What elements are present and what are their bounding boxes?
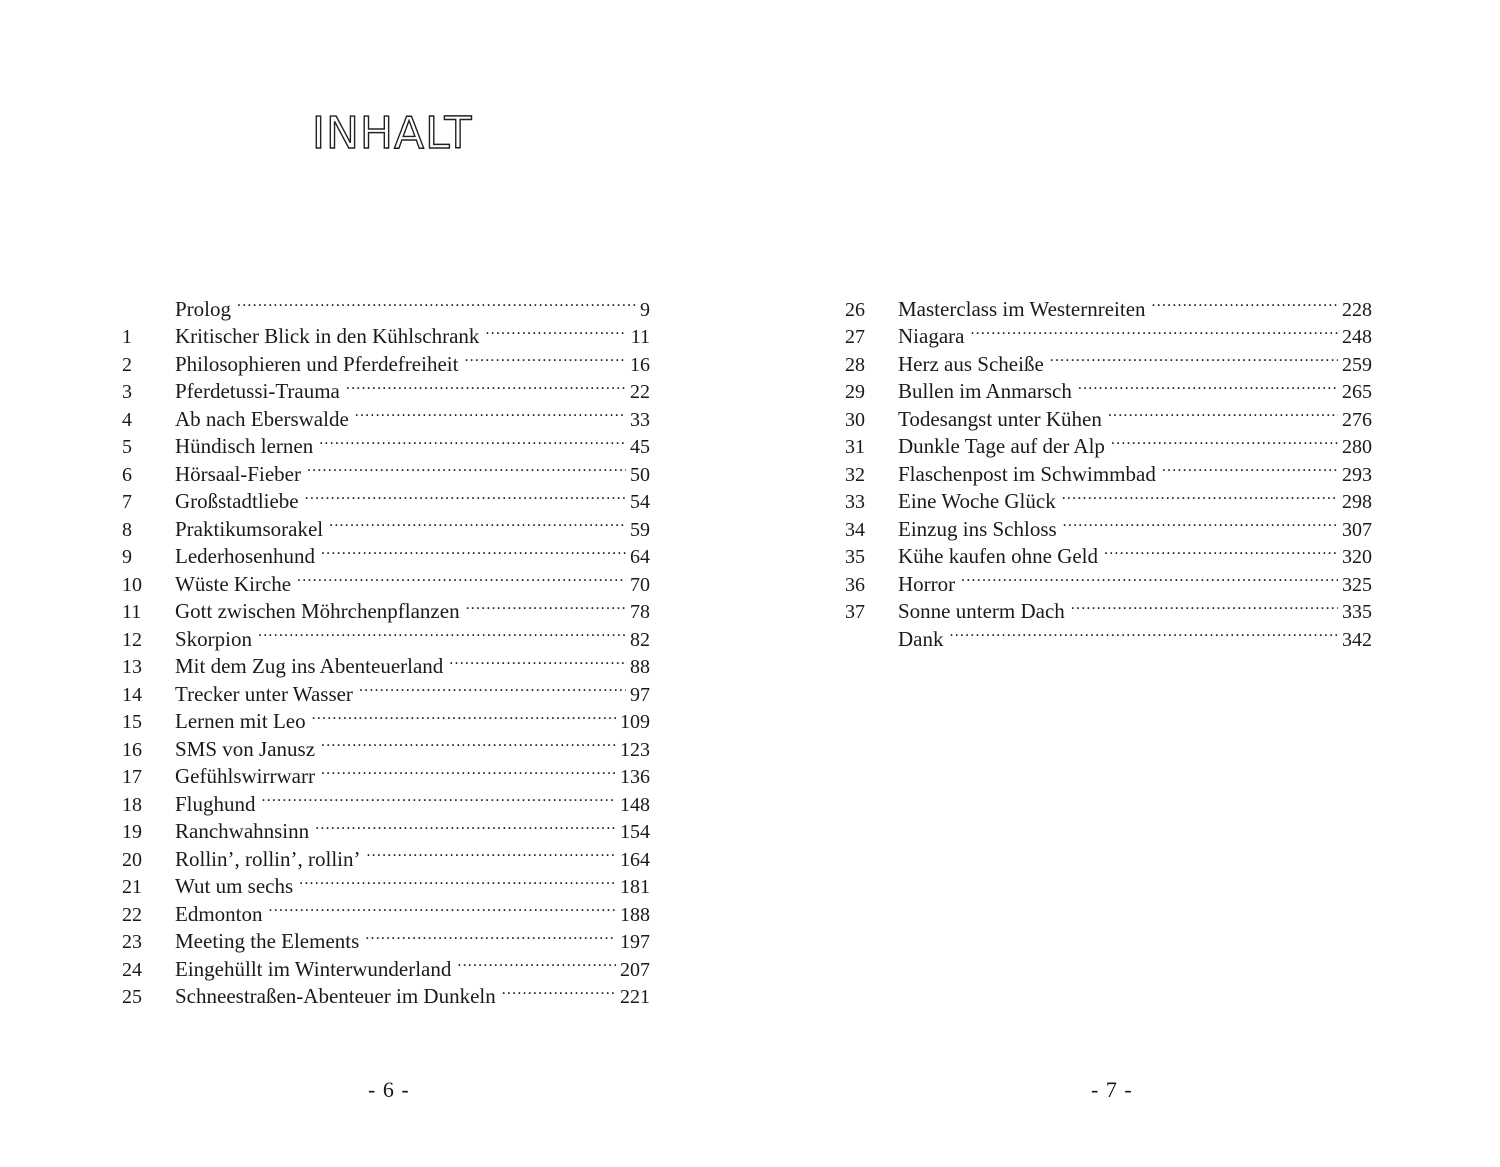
dot-leader — [1104, 536, 1338, 564]
chapter-page: 276 — [1342, 408, 1372, 431]
dot-leader — [1162, 453, 1338, 481]
chapter-page: 45 — [630, 436, 650, 458]
chapter-page: 33 — [630, 408, 650, 431]
chapter-page: 78 — [630, 601, 650, 623]
chapter-title: SMS von Janusz — [175, 736, 316, 761]
chapter-title: Herz aus Scheiße — [898, 351, 1044, 376]
dot-leader — [346, 371, 626, 399]
chapter-page: 154 — [620, 821, 650, 843]
chapter-page: 97 — [630, 683, 650, 706]
dot-leader — [312, 701, 616, 729]
chapter-title: Wüste Kirche — [175, 571, 292, 596]
chapter-number: 1 — [122, 326, 132, 348]
dot-leader — [457, 948, 616, 976]
chapter-number: 22 — [122, 903, 142, 926]
chapter-title: Edmonton — [175, 901, 263, 926]
chapter-title: Dank — [898, 626, 944, 651]
chapter-number: 36 — [845, 573, 865, 596]
dot-leader — [307, 453, 626, 481]
chapter-title: Großstadtliebe — [175, 489, 299, 513]
dot-leader — [258, 618, 626, 646]
dot-leader — [329, 508, 626, 536]
chapter-number: 25 — [122, 986, 142, 1008]
chapter-page: 325 — [1342, 573, 1372, 596]
chapter-title: Bullen im Anmarsch — [898, 379, 1072, 403]
toc-entry — [122, 288, 650, 321]
chapter-page: 54 — [630, 491, 650, 513]
chapter-number: 14 — [122, 683, 142, 706]
dot-leader — [319, 426, 626, 454]
chapter-page: 259 — [1342, 353, 1372, 376]
chapter-page: 335 — [1342, 601, 1372, 623]
chapter-number: 17 — [122, 766, 142, 788]
chapter-number: 7 — [122, 491, 132, 513]
chapter-page: 228 — [1342, 298, 1372, 321]
chapter-page: 70 — [630, 573, 650, 596]
chapter-page: 197 — [620, 931, 650, 953]
chapter-title: Hündisch lernen — [175, 434, 314, 458]
dot-leader — [237, 288, 636, 316]
page-number-right: - 7 - — [1091, 1077, 1133, 1102]
dot-leader — [485, 316, 626, 344]
chapter-title: Todesangst unter Kühen — [898, 406, 1102, 431]
chapter-title: Gefühlswirrwarr — [175, 764, 315, 788]
dot-leader — [970, 316, 1338, 344]
toc-list-left — [122, 288, 650, 1008]
chapter-page: 11 — [630, 326, 650, 348]
dot-leader — [1050, 343, 1338, 371]
chapter-number: 28 — [845, 353, 865, 376]
dot-leader — [466, 591, 626, 619]
chapter-number: 20 — [122, 848, 142, 871]
chapter-title: Kühe kaufen ohne Geld — [898, 544, 1099, 568]
chapter-title: Pferdetussi-Trauma — [175, 379, 340, 403]
dot-leader — [262, 783, 616, 811]
chapter-page: 207 — [620, 958, 650, 981]
dot-leader — [961, 563, 1338, 591]
dot-leader — [502, 976, 616, 1004]
chapter-number: 24 — [122, 958, 142, 981]
dot-leader — [1108, 398, 1338, 426]
chapter-number: 31 — [845, 436, 865, 458]
chapter-number: 15 — [122, 711, 142, 733]
toc-list-right — [845, 288, 1372, 651]
dot-leader — [1111, 426, 1338, 454]
chapter-page: 164 — [620, 848, 650, 871]
page-number-left: - 6 - — [368, 1077, 410, 1102]
chapter-number: 5 — [122, 436, 132, 458]
chapter-number: 4 — [122, 408, 132, 431]
chapter-title: Mit dem Zug ins Abenteuerland — [175, 654, 444, 678]
chapter-page: 181 — [620, 876, 650, 898]
chapter-page: 59 — [630, 518, 650, 541]
chapter-title: Einzug ins Schloss — [898, 516, 1057, 541]
chapter-title: Niagara — [898, 324, 965, 348]
dot-leader — [366, 838, 616, 866]
chapter-title: Kritischer Blick in den Kühlschrank — [175, 324, 480, 348]
chapter-page: 136 — [620, 766, 650, 788]
dot-leader — [269, 893, 617, 921]
dot-leader — [1063, 508, 1338, 536]
chapter-page: 16 — [630, 353, 650, 376]
chapter-title: Gott zwischen Möhrchenpflanzen — [175, 599, 460, 623]
dot-leader — [464, 343, 626, 371]
chapter-number: 18 — [122, 793, 142, 816]
dot-leader — [365, 921, 616, 949]
chapter-title: Ranchwahnsinn — [175, 819, 310, 843]
chapter-number: 32 — [845, 463, 865, 486]
chapter-page: 248 — [1342, 326, 1372, 348]
chapter-number: 34 — [845, 518, 865, 541]
chapter-page: 148 — [620, 793, 650, 816]
chapter-title: Eingehüllt im Winterwunderland — [175, 956, 452, 981]
chapter-number: 6 — [122, 463, 132, 486]
chapter-title: Masterclass im Westernreiten — [898, 296, 1146, 321]
chapter-number: 30 — [845, 408, 865, 431]
chapter-title: Eine Woche Glück — [898, 489, 1056, 513]
chapter-page: 188 — [620, 903, 650, 926]
dot-leader — [305, 481, 626, 509]
chapter-title: Schneestraßen-Abenteuer im Dunkeln — [175, 984, 496, 1008]
chapter-title: Horror — [898, 571, 956, 596]
chapter-page: 320 — [1342, 546, 1372, 568]
chapter-number: 29 — [845, 381, 865, 403]
chapter-number: 10 — [122, 573, 142, 596]
dot-leader — [321, 728, 616, 756]
chapter-title: Trecker unter Wasser — [175, 681, 353, 706]
chapter-page: 109 — [620, 711, 650, 733]
chapter-number: 37 — [845, 601, 865, 623]
dot-leader — [321, 756, 616, 784]
chapter-page: 280 — [1342, 436, 1372, 458]
chapter-page: 123 — [620, 738, 650, 761]
chapter-title: Lernen mit Leo — [175, 709, 306, 733]
dot-leader — [315, 811, 616, 839]
chapter-page: 342 — [1342, 628, 1372, 651]
dot-leader — [299, 866, 616, 894]
chapter-page: 82 — [630, 628, 650, 651]
chapter-page: 50 — [630, 463, 650, 486]
chapter-number: 12 — [122, 628, 142, 651]
dot-leader — [1152, 288, 1338, 316]
chapter-number: 21 — [122, 876, 142, 898]
dot-leader — [359, 673, 626, 701]
chapter-page: 9 — [640, 298, 650, 321]
chapter-title: Philosophieren und Pferdefreiheit — [175, 351, 459, 376]
chapter-number: 33 — [845, 491, 865, 513]
dot-leader — [1071, 591, 1338, 619]
chapter-page: 265 — [1342, 381, 1372, 403]
chapter-page: 221 — [620, 986, 650, 1008]
dot-leader — [1078, 371, 1338, 399]
chapter-number: 11 — [122, 601, 142, 623]
chapter-title: Praktikumsorakel — [175, 516, 324, 541]
chapter-number: 13 — [122, 656, 142, 678]
chapter-page: 64 — [630, 546, 650, 568]
chapter-title: Sonne unterm Dach — [898, 599, 1065, 623]
chapter-number: 35 — [845, 546, 865, 568]
chapter-number: 27 — [845, 326, 865, 348]
chapter-number: 9 — [122, 546, 132, 568]
chapter-page: 22 — [630, 381, 650, 403]
chapter-title: Rollin’, rollin’, rollin’ — [175, 846, 361, 871]
chapter-number: 26 — [845, 298, 865, 321]
chapter-title: Flughund — [175, 791, 256, 816]
chapter-page: 307 — [1342, 518, 1372, 541]
chapter-title: Lederhosenhund — [175, 544, 315, 568]
toc-entry — [845, 288, 1372, 321]
dot-leader — [355, 398, 626, 426]
chapter-title: Wut um sechs — [175, 874, 294, 898]
dot-leader — [1062, 481, 1338, 509]
chapter-page: 88 — [630, 656, 650, 678]
chapter-title: Dunkle Tage auf der Alp — [898, 434, 1105, 458]
chapter-number: 3 — [122, 381, 132, 403]
chapter-title: Skorpion — [175, 626, 253, 651]
chapter-number: 16 — [122, 738, 142, 761]
chapter-number: 2 — [122, 353, 132, 376]
chapter-title: Meeting the Elements — [175, 929, 360, 953]
chapter-number: 19 — [122, 821, 142, 843]
chapter-title: Hörsaal-Fieber — [175, 461, 301, 486]
chapter-title: Ab nach Eberswalde — [175, 406, 349, 431]
chapter-title: Flaschenpost im Schwimmbad — [898, 461, 1156, 486]
dot-leader — [950, 618, 1339, 646]
chapter-number: 8 — [122, 518, 132, 541]
page-title: INHALT — [312, 108, 473, 159]
dot-leader — [297, 563, 626, 591]
chapter-title: Prolog — [175, 296, 232, 321]
chapter-number: 23 — [122, 931, 142, 953]
dot-leader — [321, 536, 626, 564]
chapter-page: 298 — [1342, 491, 1372, 513]
dot-leader — [449, 646, 626, 674]
chapter-page: 293 — [1342, 463, 1372, 486]
